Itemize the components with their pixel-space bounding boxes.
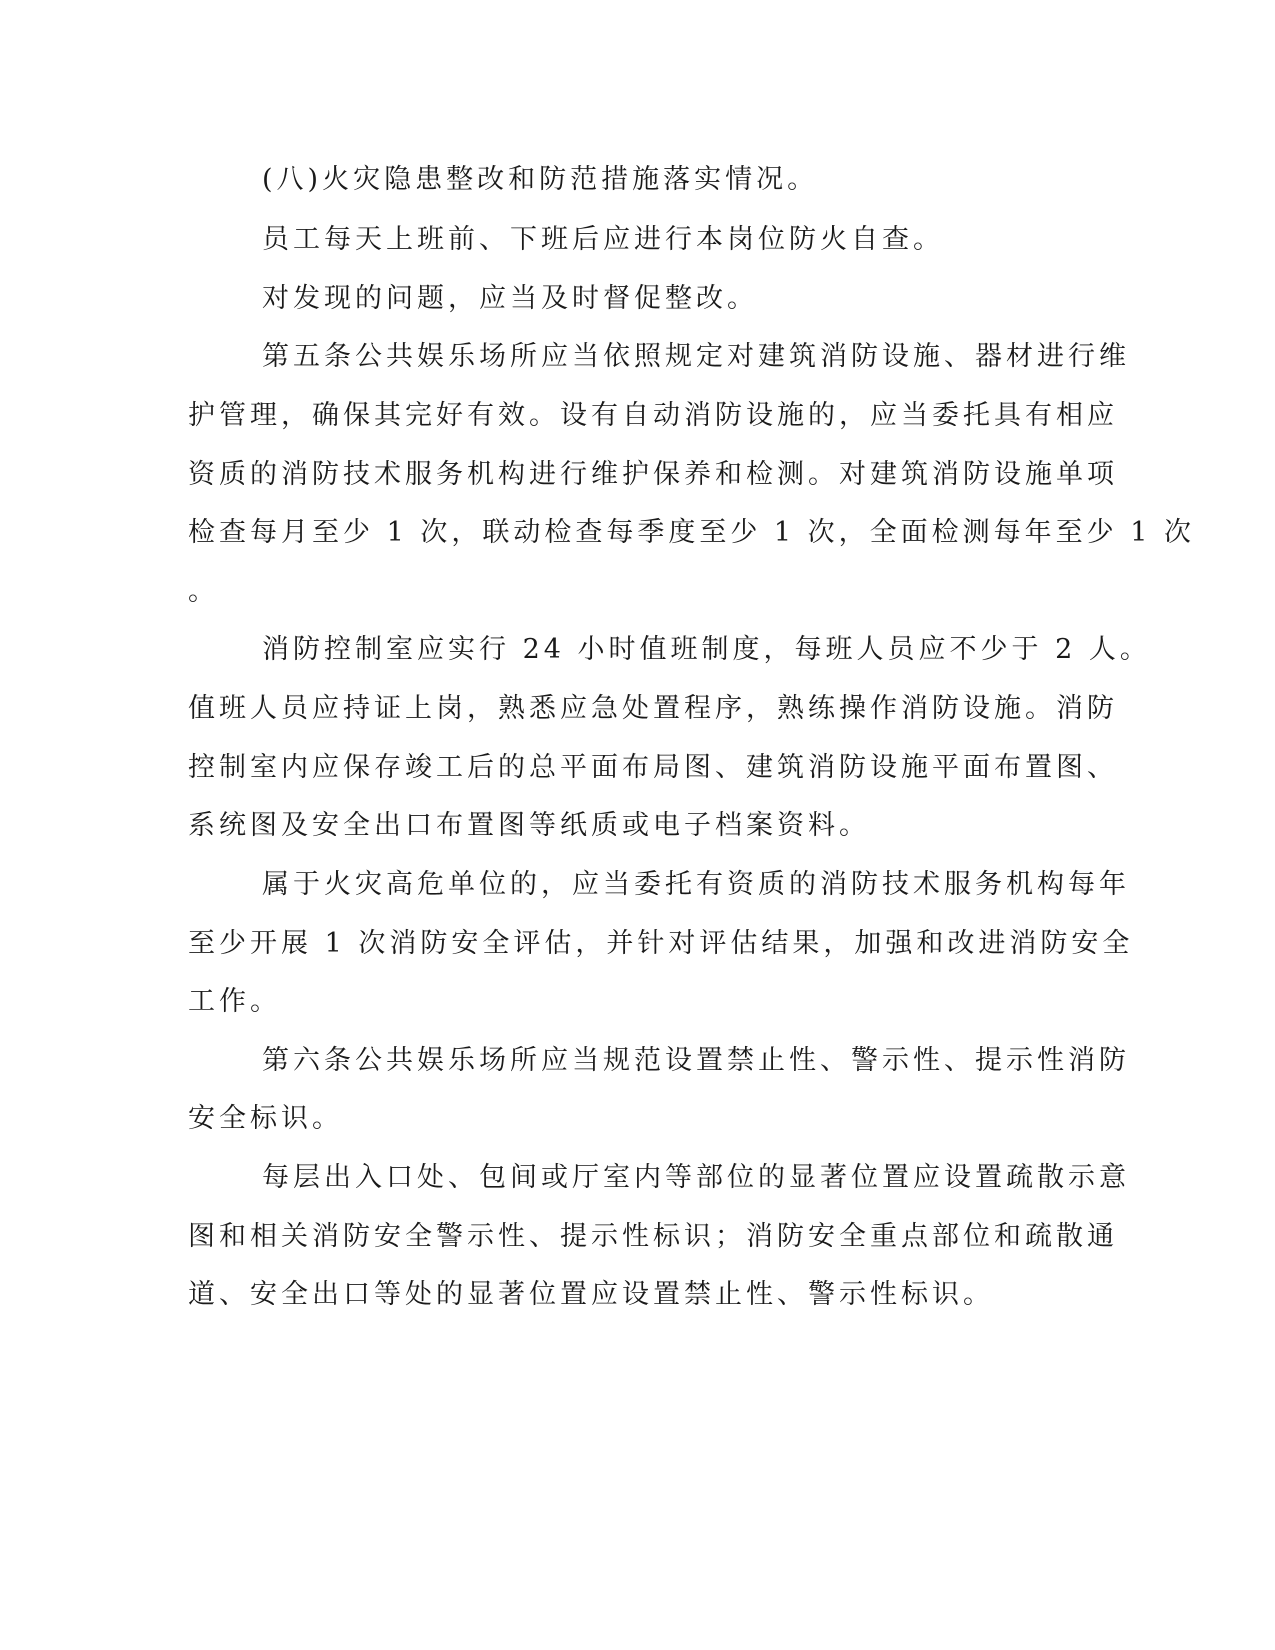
- text-line: 消防控制室应实行 24 小时值班制度，每班人员应不少于 2 人。: [262, 634, 1151, 665]
- text-line: 安全标识。: [188, 1103, 343, 1134]
- text-line: (八)火灾隐患整改和防范措施落实情况。: [262, 164, 819, 195]
- text-line: 图和相关消防安全警示性、提示性标识；消防安全重点部位和疏散通: [188, 1221, 1118, 1252]
- text-line: 每层出入口处、包间或厅室内等部位的显著位置应设置疏散示意: [262, 1162, 1130, 1193]
- text-line: 护管理，确保其完好有效。设有自动消防设施的，应当委托具有相应: [188, 400, 1118, 431]
- text-line: 资质的消防技术服务机构进行维护保养和检测。对建筑消防设施单项: [188, 459, 1118, 490]
- text-line: 检查每月至少 1 次，联动检查每季度至少 1 次，全面检测每年至少 1 次: [188, 517, 1196, 548]
- text-line: 值班人员应持证上岗，熟悉应急处置程序，熟练操作消防设施。消防: [188, 693, 1118, 724]
- text-line: 员工每天上班前、下班后应进行本岗位防火自查。: [262, 224, 944, 255]
- text-line: 第五条公共娱乐场所应当依照规定对建筑消防设施、器材进行维: [262, 341, 1130, 372]
- text-line: 道、安全出口等处的显著位置应设置禁止性、警示性标识。: [188, 1279, 994, 1310]
- text-line: 第六条公共娱乐场所应当规范设置禁止性、警示性、提示性消防: [262, 1045, 1130, 1076]
- text-line: 对发现的问题，应当及时督促整改。: [262, 283, 758, 314]
- text-line: 工作。: [188, 986, 281, 1017]
- text-line: 控制室内应保存竣工后的总平面布局图、建筑消防设施平面布置图、: [188, 752, 1118, 783]
- text-line: 属于火灾高危单位的，应当委托有资质的消防技术服务机构每年: [262, 869, 1130, 900]
- text-line: 。: [188, 576, 219, 607]
- text-line: 至少开展 1 次消防安全评估，并针对评估结果，加强和改进消防安全: [188, 928, 1134, 959]
- text-line: 系统图及安全出口布置图等纸质或电子档案资料。: [188, 810, 870, 841]
